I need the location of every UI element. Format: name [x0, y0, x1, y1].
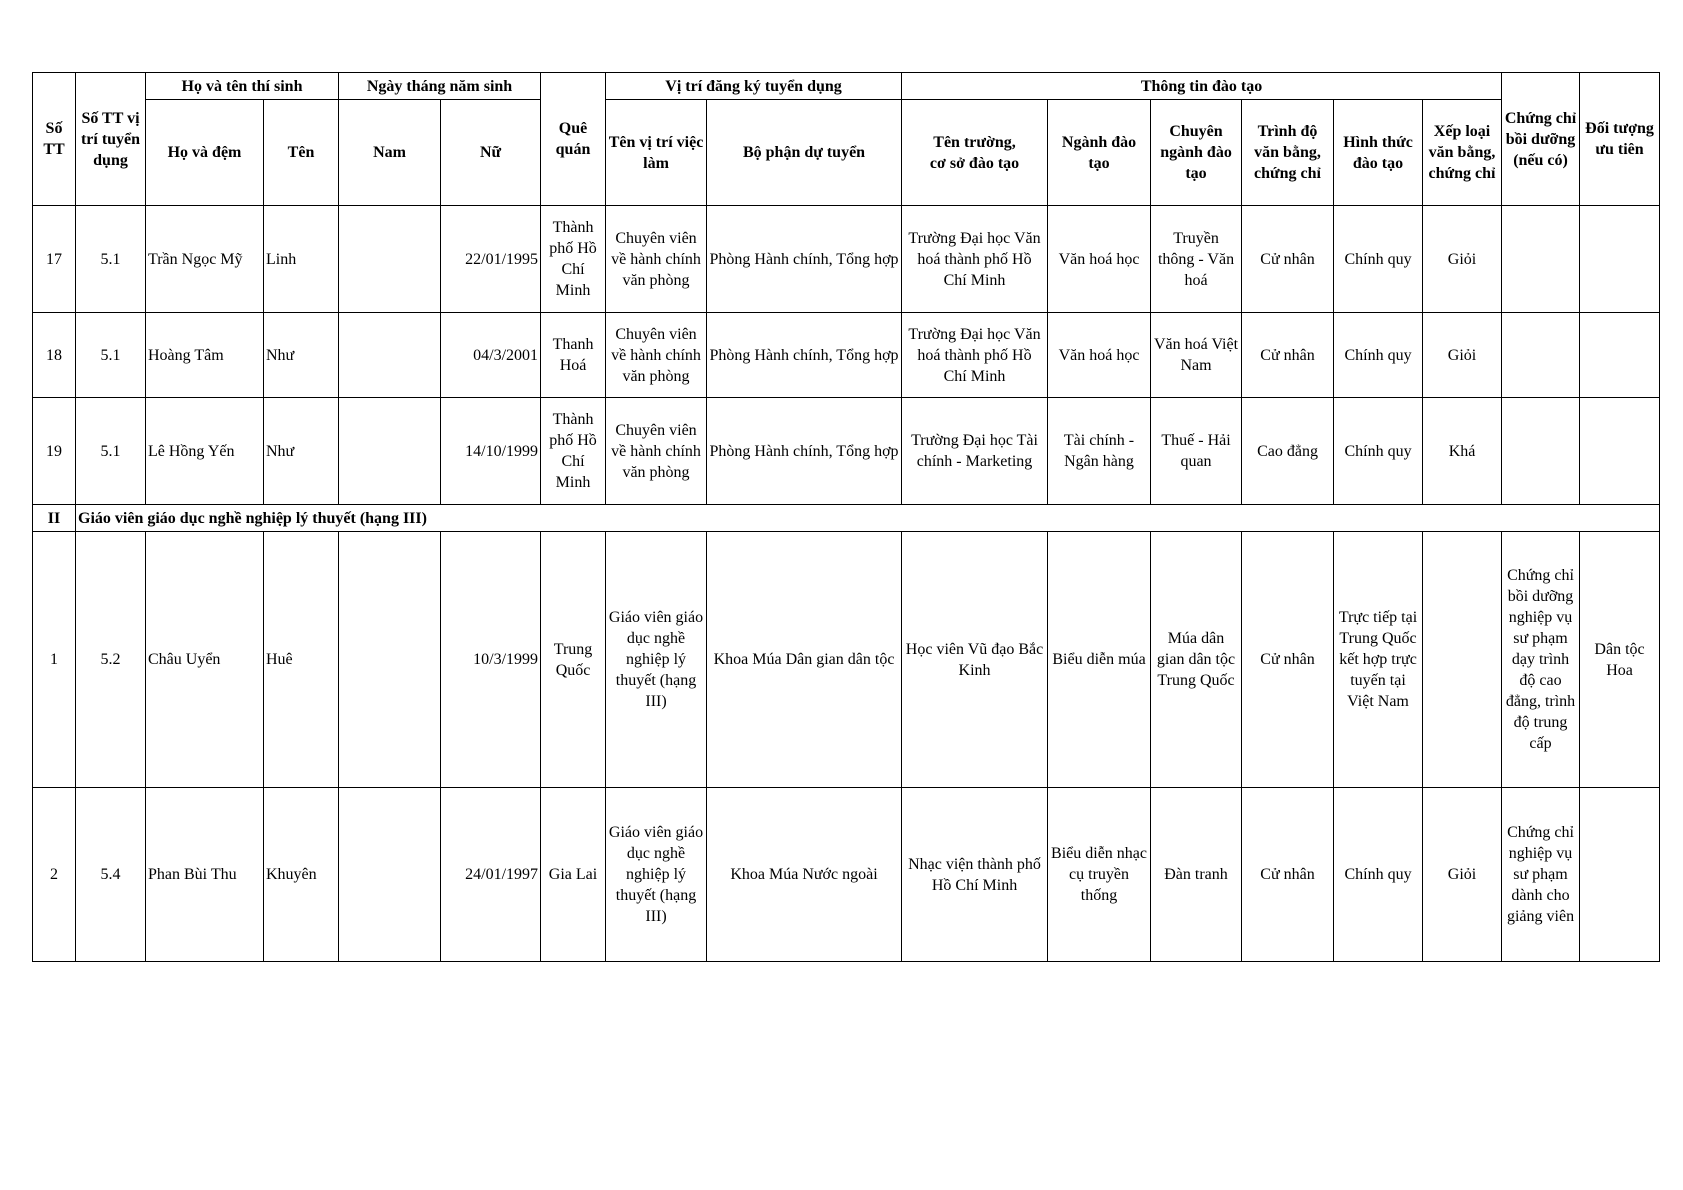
header-bo-phan: Bộ phận dự tuyển	[707, 100, 902, 206]
cell-chung-chi: Chứng chỉ nghiệp vụ sư phạm dành cho giảng viên	[1502, 788, 1580, 962]
cell-ho-dem: Lê Hồng Yến	[146, 398, 264, 505]
header-ho-ten-group: Họ và tên thí sinh	[146, 73, 339, 100]
table-row	[33, 532, 1660, 788]
table-row	[33, 206, 1660, 313]
cell-hinh-thuc: Chính quy	[1334, 313, 1423, 398]
cell-trinh-do: Cử nhân	[1242, 313, 1334, 398]
cell-nu: 10/3/1999	[441, 532, 541, 788]
cell-xep-loai: Giỏi	[1423, 313, 1502, 398]
cell-truong: Học viên Vũ đạo Bắc Kinh	[902, 532, 1048, 788]
cell-ho-dem: Hoàng Tâm	[146, 313, 264, 398]
cell-que-quan: Gia Lai	[541, 788, 606, 962]
cell-ten-vi-tri: Giáo viên giáo dục nghề nghiệp lý thuyết (hạng III)	[606, 532, 707, 788]
cell-truong: Nhạc viện thành phố Hồ Chí Minh	[902, 788, 1048, 962]
header-chuyen-nganh: Chuyên ngành đào tạo	[1151, 100, 1242, 206]
cell-vi-tri: 5.1	[76, 313, 146, 398]
cell-ho-dem: Phan Bùi Thu	[146, 788, 264, 962]
cell-vi-tri: 5.1	[76, 398, 146, 505]
cell-bo-phan: Phòng Hành chính, Tổng hợp	[707, 398, 902, 505]
cell-hinh-thuc: Chính quy	[1334, 788, 1423, 962]
cell-doi-tuong	[1580, 788, 1660, 962]
cell-ten-vi-tri: Giáo viên giáo dục nghề nghiệp lý thuyết (hạng III)	[606, 788, 707, 962]
section-number: II	[33, 505, 76, 532]
header-hinh-thuc: Hình thức đào tạo	[1334, 100, 1423, 206]
cell-stt: 2	[33, 788, 76, 962]
header-ngay-sinh-group: Ngày tháng năm sinh	[339, 73, 541, 100]
cell-nganh: Văn hoá học	[1048, 313, 1151, 398]
header-doi-tuong: Đối tượng ưu tiên	[1580, 73, 1660, 206]
cell-chuyen-nganh: Văn hoá Việt Nam	[1151, 313, 1242, 398]
table-row	[33, 398, 1660, 505]
cell-hinh-thuc: Chính quy	[1334, 398, 1423, 505]
cell-chuyen-nganh: Múa dân gian dân tộc Trung Quốc	[1151, 532, 1242, 788]
cell-truong: Trường Đại học Văn hoá thành phố Hồ Chí Minh	[902, 313, 1048, 398]
cell-xep-loai: Giỏi	[1423, 788, 1502, 962]
table-body	[33, 206, 1660, 962]
cell-ten-vi-tri: Chuyên viên về hành chính văn phòng	[606, 313, 707, 398]
header-xep-loai: Xếp loại văn bằng, chứng chỉ	[1423, 100, 1502, 206]
cell-truong: Trường Đại học Văn hoá thành phố Hồ Chí Minh	[902, 206, 1048, 313]
cell-nganh: Tài chính - Ngân hàng	[1048, 398, 1151, 505]
section-row	[33, 505, 1660, 532]
table-header	[33, 73, 1660, 206]
cell-ten-vi-tri: Chuyên viên về hành chính văn phòng	[606, 398, 707, 505]
cell-xep-loai: Khá	[1423, 398, 1502, 505]
table-row	[33, 788, 1660, 962]
header-so-tt: Số TT	[33, 73, 76, 206]
cell-nganh: Biểu diễn múa	[1048, 532, 1151, 788]
cell-xep-loai	[1423, 532, 1502, 788]
cell-vi-tri: 5.2	[76, 532, 146, 788]
candidate-list-document	[32, 72, 1659, 962]
cell-ho-dem: Châu Uyển	[146, 532, 264, 788]
cell-doi-tuong: Dân tộc Hoa	[1580, 532, 1660, 788]
cell-stt: 17	[33, 206, 76, 313]
cell-chung-chi	[1502, 313, 1580, 398]
header-nu: Nữ	[441, 100, 541, 206]
cell-truong: Trường Đại học Tài chính - Marketing	[902, 398, 1048, 505]
cell-trinh-do: Cao đẳng	[1242, 398, 1334, 505]
cell-chung-chi	[1502, 398, 1580, 505]
header-dao-tao-group: Thông tin đào tạo	[902, 73, 1502, 100]
cell-nganh: Biểu diễn nhạc cụ truyền thống	[1048, 788, 1151, 962]
cell-nu: 22/01/1995	[441, 206, 541, 313]
cell-nu: 04/3/2001	[441, 313, 541, 398]
cell-nu: 24/01/1997	[441, 788, 541, 962]
header-trinh-do: Trình độ văn bằng, chứng chỉ	[1242, 100, 1334, 206]
cell-chung-chi: Chứng chỉ bồi dưỡng nghiệp vụ sư phạm dạy trình độ cao đẳng, trình độ trung cấp	[1502, 532, 1580, 788]
cell-trinh-do: Cử nhân	[1242, 788, 1334, 962]
cell-doi-tuong	[1580, 206, 1660, 313]
cell-ten: Khuyên	[264, 788, 339, 962]
cell-chung-chi	[1502, 206, 1580, 313]
header-ten: Tên	[264, 100, 339, 206]
cell-nam	[339, 788, 441, 962]
cell-trinh-do: Cử nhân	[1242, 206, 1334, 313]
cell-trinh-do: Cử nhân	[1242, 532, 1334, 788]
cell-bo-phan: Phòng Hành chính, Tổng hợp	[707, 206, 902, 313]
cell-vi-tri: 5.1	[76, 206, 146, 313]
cell-stt: 1	[33, 532, 76, 788]
header-ten-vi-tri: Tên vị trí việc làm	[606, 100, 707, 206]
cell-que-quan: Trung Quốc	[541, 532, 606, 788]
cell-que-quan: Thành phố Hồ Chí Minh	[541, 206, 606, 313]
header-so-tt-vi-tri: Số TT vị trí tuyển dụng	[76, 73, 146, 206]
cell-que-quan: Thanh Hoá	[541, 313, 606, 398]
candidate-table	[32, 72, 1660, 962]
cell-ho-dem: Trần Ngọc Mỹ	[146, 206, 264, 313]
cell-stt: 19	[33, 398, 76, 505]
cell-doi-tuong	[1580, 313, 1660, 398]
header-nam: Nam	[339, 100, 441, 206]
cell-que-quan: Thành phố Hồ Chí Minh	[541, 398, 606, 505]
cell-chuyen-nganh: Đàn tranh	[1151, 788, 1242, 962]
cell-nam	[339, 313, 441, 398]
cell-ten: Huê	[264, 532, 339, 788]
cell-stt: 18	[33, 313, 76, 398]
header-que-quan: Quê quán	[541, 73, 606, 206]
table-row	[33, 313, 1660, 398]
cell-bo-phan: Khoa Múa Nước ngoài	[707, 788, 902, 962]
cell-ten: Như	[264, 313, 339, 398]
cell-ten: Linh	[264, 206, 339, 313]
cell-nganh: Văn hoá học	[1048, 206, 1151, 313]
cell-nu: 14/10/1999	[441, 398, 541, 505]
header-ten-truong: Tên trường, cơ sở đào tạo	[902, 100, 1048, 206]
cell-doi-tuong	[1580, 398, 1660, 505]
cell-xep-loai: Giỏi	[1423, 206, 1502, 313]
cell-chuyen-nganh: Thuế - Hải quan	[1151, 398, 1242, 505]
cell-vi-tri: 5.4	[76, 788, 146, 962]
cell-ten: Như	[264, 398, 339, 505]
header-ho-dem: Họ và đệm	[146, 100, 264, 206]
cell-bo-phan: Phòng Hành chính, Tổng hợp	[707, 313, 902, 398]
header-chung-chi: Chứng chỉ bồi dưỡng (nếu có)	[1502, 73, 1580, 206]
header-vi-tri-group: Vị trí đăng ký tuyển dụng	[606, 73, 902, 100]
cell-ten-vi-tri: Chuyên viên về hành chính văn phòng	[606, 206, 707, 313]
cell-nam	[339, 532, 441, 788]
section-title: Giáo viên giáo dục nghề nghiệp lý thuyết (hạng III)	[76, 505, 1660, 532]
cell-nam	[339, 206, 441, 313]
cell-nam	[339, 398, 441, 505]
cell-hinh-thuc: Trực tiếp tại Trung Quốc kết hợp trực tuyến tại Việt Nam	[1334, 532, 1423, 788]
cell-hinh-thuc: Chính quy	[1334, 206, 1423, 313]
header-nganh: Ngành đào tạo	[1048, 100, 1151, 206]
cell-chuyen-nganh: Truyền thông - Văn hoá	[1151, 206, 1242, 313]
cell-bo-phan: Khoa Múa Dân gian dân tộc	[707, 532, 902, 788]
